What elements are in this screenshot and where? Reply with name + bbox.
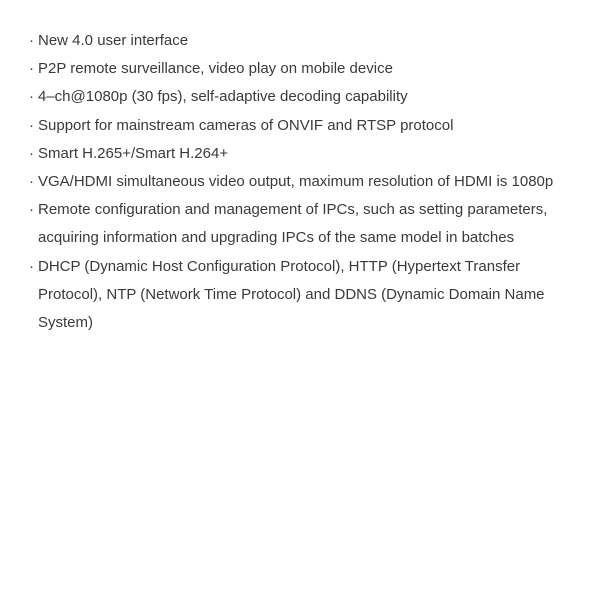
feature-item	[29, 55, 569, 83]
feature-item	[29, 83, 569, 111]
feature-text: DHCP (Dynamic Host Configuration Protocol), HTTP (Hypertext Transfer Protocol), NTP (Network Time Protocol) and DDNS (Dynamic Domain Name System)	[38, 257, 545, 332]
feature-text: Remote configuration and management of IPCs, such as setting parameters, acquiring information and upgrading IPCs of the same model in batches	[38, 201, 548, 247]
feature-item	[29, 168, 569, 196]
feature-item	[29, 27, 569, 55]
feature-text: Smart H.265+/Smart H.264+	[38, 144, 229, 162]
bullet-dot-icon: ·	[29, 60, 34, 78]
bullet-dot-icon: ·	[29, 173, 34, 191]
bullet-dot-icon: ·	[29, 257, 34, 275]
feature-text: Support for mainstream cameras of ONVIF and RTSP protocol	[38, 116, 454, 134]
feature-text: VGA/HDMI simultaneous video output, maximum resolution of HDMI is 1080p	[38, 173, 554, 191]
bullet-dot-icon: ·	[29, 116, 34, 134]
feature-item	[29, 253, 569, 338]
feature-text: New 4.0 user interface	[38, 32, 189, 49]
feature-text: P2P remote surveillance, video play on mobile device	[38, 60, 393, 78]
feature-text: 4–ch@1080p (30 fps), self-adaptive decoding capability	[38, 88, 408, 106]
feature-item	[29, 196, 569, 252]
bullet-dot-icon: ·	[29, 144, 34, 162]
feature-list	[29, 27, 569, 337]
feature-item	[29, 140, 569, 168]
bullet-dot-icon: ·	[29, 201, 34, 219]
bullet-dot-icon: ·	[29, 32, 34, 49]
bullet-dot-icon: ·	[29, 88, 34, 106]
feature-item	[29, 112, 569, 140]
